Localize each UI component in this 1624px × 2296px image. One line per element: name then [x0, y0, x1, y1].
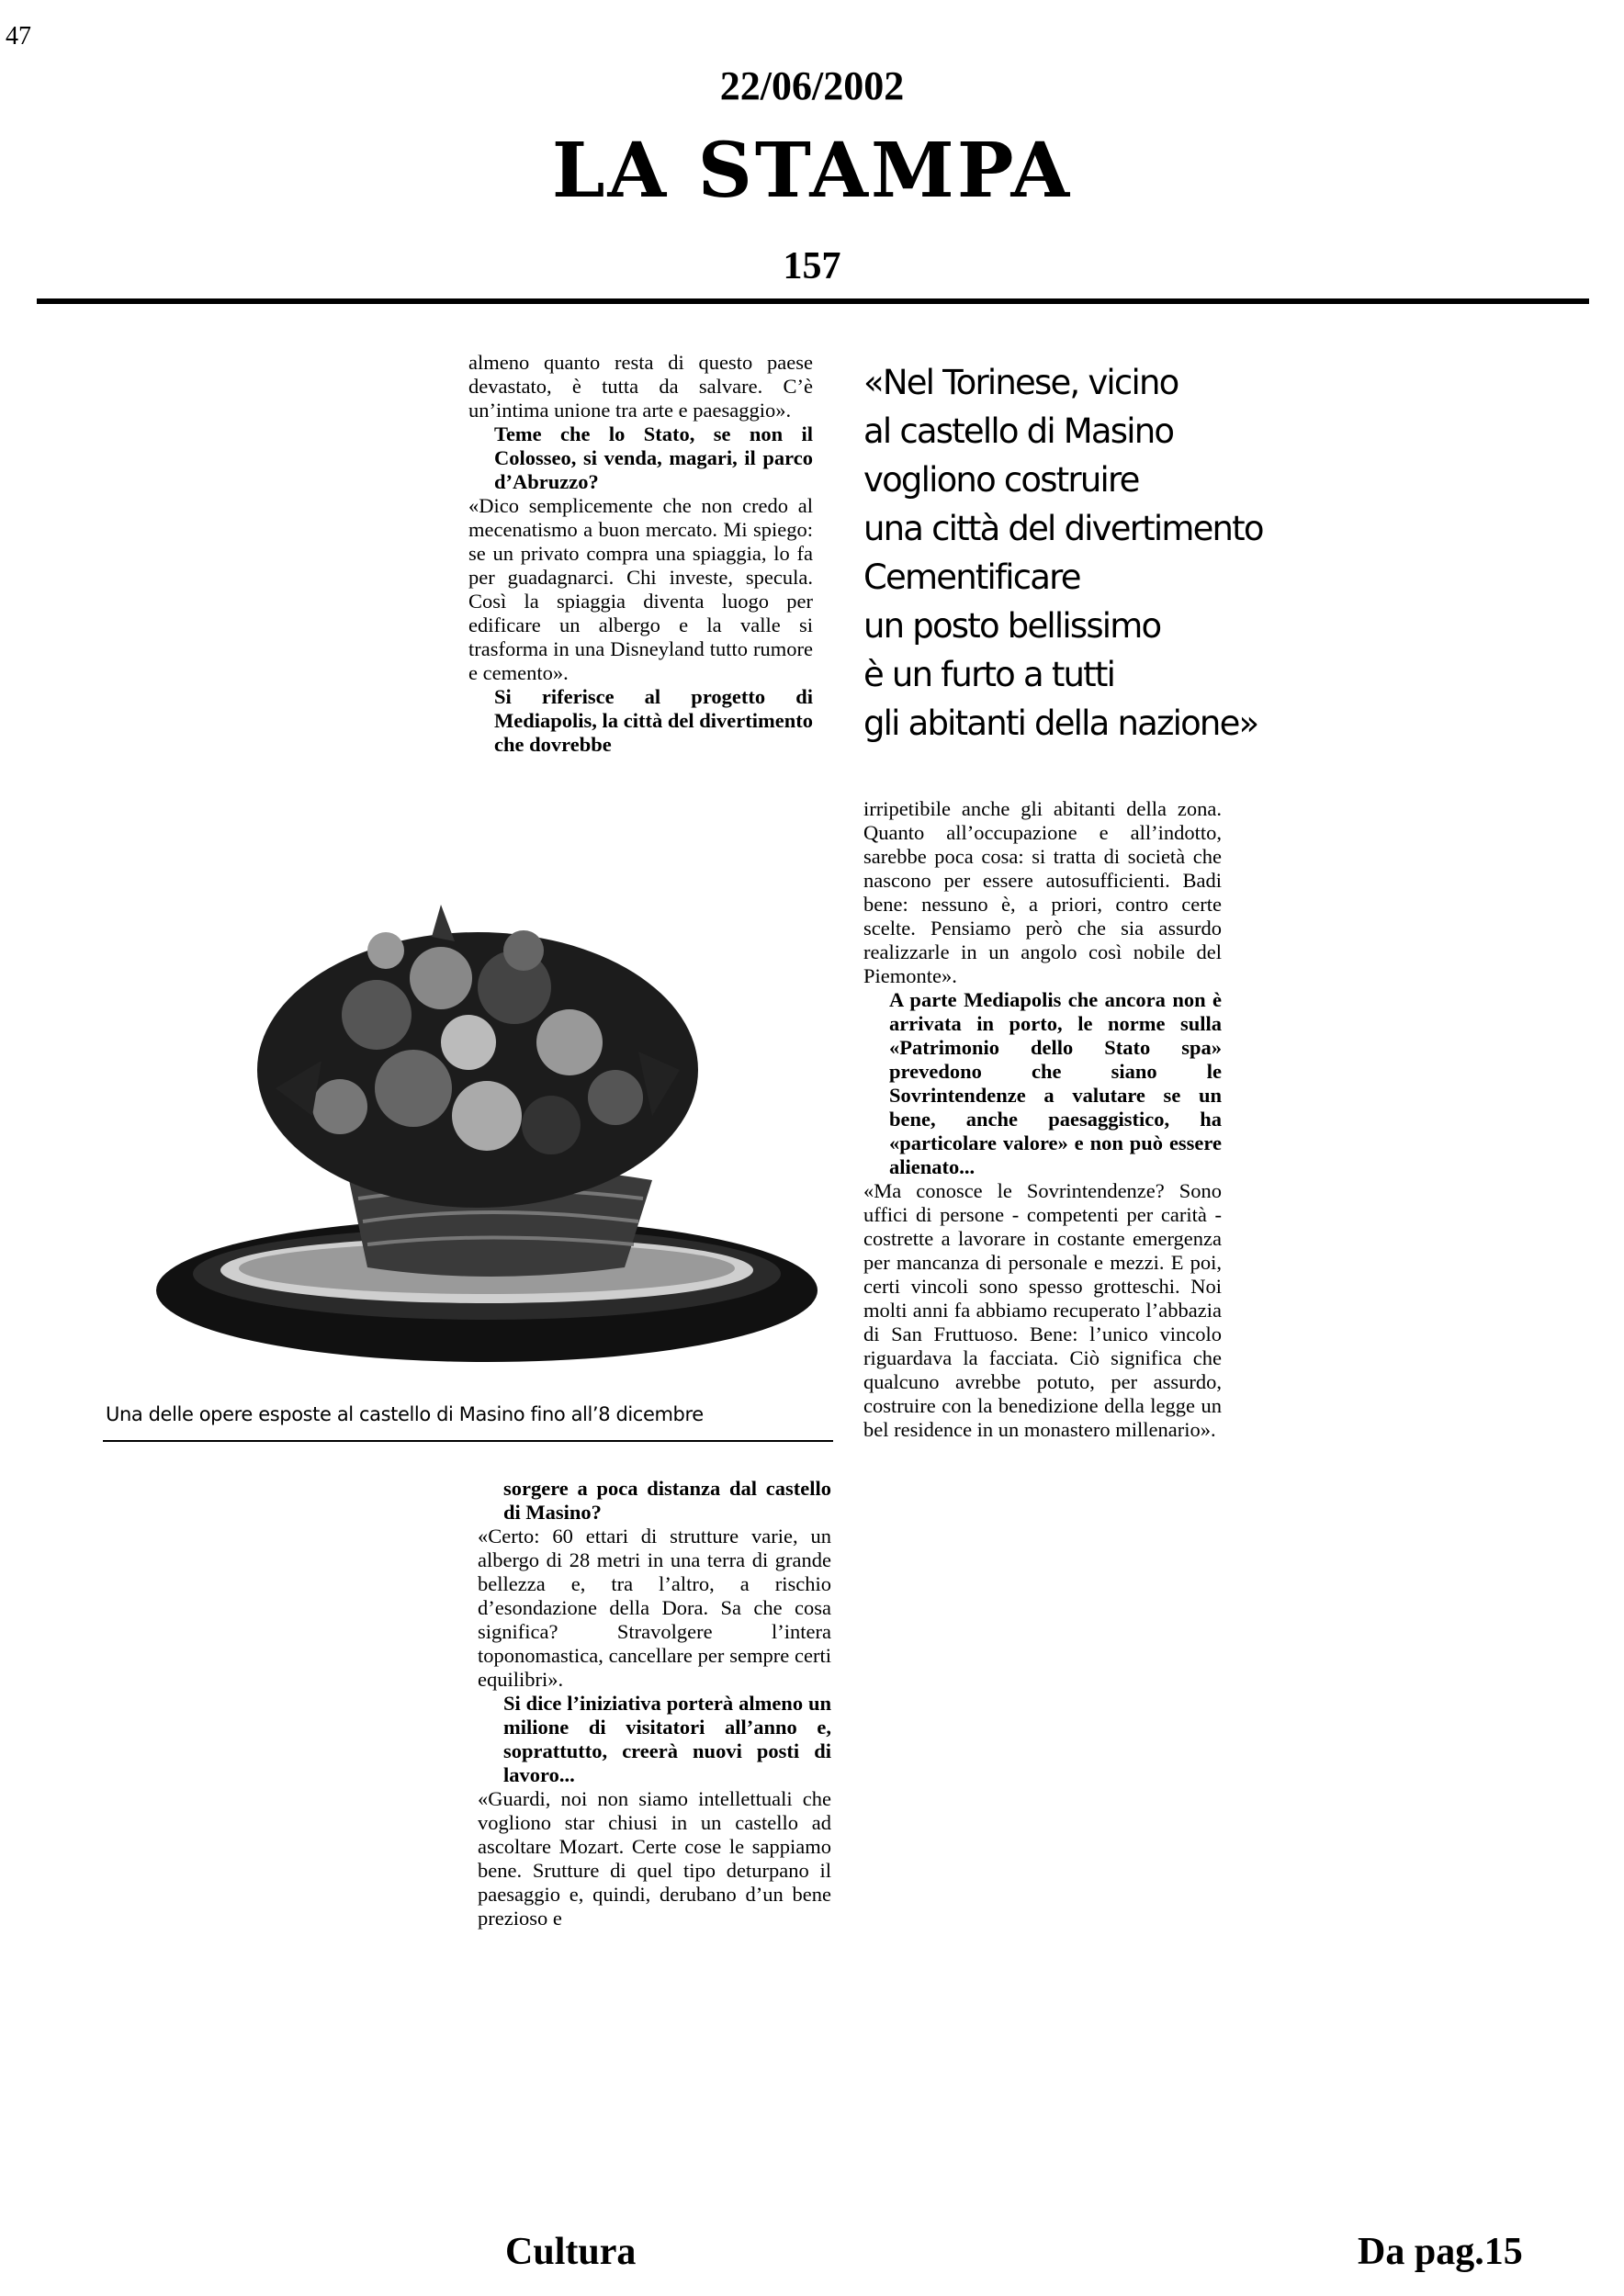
pull-quote-line: un posto bellissimo: [863, 606, 1161, 646]
caption-rule: [103, 1440, 833, 1442]
corner-page-number: 47: [6, 22, 31, 51]
article-paragraph: «Dico semplicemente che non credo al mecenatismo a buon mercato. Mi spiego: se un privato compra una spiaggia, lo fa per guadagnarci. Chi investe, specula. Così la spiaggia diventa luogo per edificare un albergo e la valle si trasforma in una Disneyland tutto rumore e cemento».: [468, 494, 813, 684]
interview-question: Si dice l’iniziativa porterà almeno un milione di visitatori all’anno e, soprattutto, creerà nuovi posti di lavoro...: [503, 1692, 831, 1786]
article-paragraph: «Certo: 60 ettari di strutture varie, un albergo di 28 metri in una terra di grande bellezza e, tra l’altro, a rischio d’esondazione della Dora. Sa che cosa significa? Stravolgere l’intera toponomastica, cancellare per sempre certi equilibri».: [478, 1525, 831, 1691]
column-1-top: [468, 351, 813, 757]
pull-quote-line: è un furto a tutti: [863, 655, 1115, 694]
pull-quote-line: vogliono costruire: [863, 460, 1139, 500]
interview-question: Si riferisce al progetto di Mediapolis, la città del divertimento che dovrebbe: [494, 685, 813, 756]
footer-source: Da pag.15: [1358, 2231, 1523, 2273]
interview-question: A parte Mediapolis che ancora non è arrivata in porto, le norme sulla «Patrimonio dello Stato spa» prevedono che siano le Sovrintendenze a valutare se un bene, anche paesaggistico, ha «particolare valore» e non può essere alienato...: [889, 988, 1222, 1178]
pull-quote-line: «Nel Torinese, vicino: [863, 363, 1179, 402]
article-paragraph: «Ma conosce le Sovrintendenze? Sono uffici di persone - competenti per carità - costrette a lavorare in costante emergenza per mancanza di personale e mezzi. E poi, certi vincoli sono spesso grotteschi. Noi molti anni fa abbiamo recuperato l’abbazia di San Fruttuoso. Bene: l’unico vincolo riguardava la facciata. Ciò significa che qualcuno avrebbe potuto, per assurdo, costruire con la benedizione della legge un bel residence in un monastero millenario».: [863, 1179, 1222, 1441]
pull-quote-line: una città del divertimento: [863, 509, 1263, 548]
header-rule: [37, 298, 1589, 304]
interview-question: Teme che lo Stato, se non il Colosseo, si venda, magari, il parco d’Abruzzo?: [494, 422, 813, 493]
artwork-photo: [138, 877, 831, 1378]
article-paragraph: irripetibile anche gli abitanti della zona. Quanto all’occupazione e all’indotto, sarebbe poca cosa: si tratta di società che nascono per essere autosufficienti. Badi bene: nessuno è, a priori, contro certe scelte. Pensiamo però che sia assurdo realizzarle in un angolo così nobile del Piemonte».: [863, 797, 1222, 987]
photo-caption: Una delle opere esposte al castello di Masino fino all’8 dicembre: [106, 1403, 704, 1425]
footer-section: Cultura: [505, 2231, 637, 2273]
column-1-bottom: [478, 1477, 831, 1930]
newspaper-page-number: 157: [783, 245, 841, 287]
article-paragraph: «Guardi, noi non siamo intellettuali che vogliono star chiusi in un castello ad ascoltare Mozart. Certe cose le sappiamo bene. Srutture di quel tipo deturpano il paesaggio e, quindi, derubano d’un bene prezioso e: [478, 1787, 831, 1930]
interview-question: sorgere a poca distanza dal castello di Masino?: [503, 1477, 831, 1524]
pull-quote-line: gli abitanti della nazione»: [863, 703, 1258, 743]
publication-date: 22/06/2002: [719, 63, 905, 108]
column-2: [863, 797, 1222, 1442]
newspaper-masthead: LA STAMPA: [551, 127, 1073, 215]
pull-quote-line: Cementificare: [863, 557, 1080, 597]
article-paragraph: almeno quanto resta di questo paese devastato, è tutta da salvare. C’è un’intima unione tra arte e paesaggio».: [468, 351, 813, 422]
pull-quote: [863, 358, 1268, 748]
pull-quote-line: al castello di Masino: [863, 411, 1174, 451]
